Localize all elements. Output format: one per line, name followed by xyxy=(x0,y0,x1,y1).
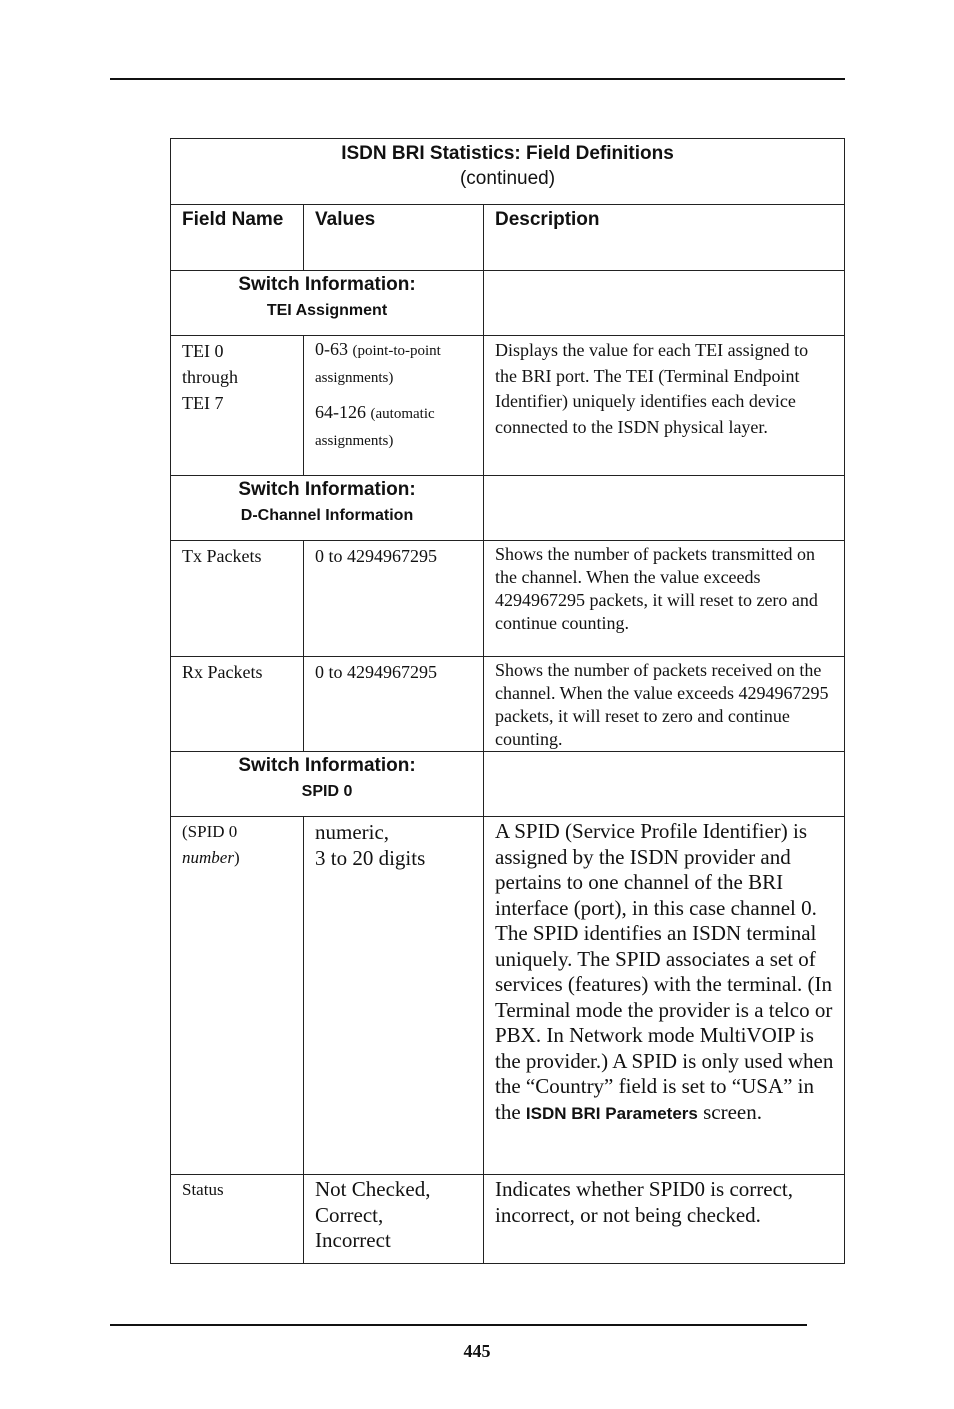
field-name-cell xyxy=(171,336,304,476)
section-header-row xyxy=(171,476,845,541)
field-name-line: TEI 7 xyxy=(182,393,224,413)
section-blank-cell xyxy=(484,271,845,336)
column-header-row xyxy=(171,205,845,271)
field-name-cell xyxy=(171,817,304,1175)
section-subheading: SPID 0 xyxy=(301,783,353,800)
section-heading-cell xyxy=(171,271,484,336)
values-cell xyxy=(304,817,484,1175)
field-name-suffix: ) xyxy=(233,848,240,867)
field-name-cell: Status xyxy=(171,1175,304,1264)
value-range: 0-63 xyxy=(315,339,348,359)
field-name-line: TEI 0 xyxy=(182,341,224,361)
section-heading-cell xyxy=(171,752,484,817)
value-note: (point-to-point assignments) xyxy=(315,343,441,386)
values-cell: 0 to 4294967295 xyxy=(304,541,484,657)
section-heading: Switch Information: xyxy=(238,479,416,500)
value-line: Not Checked, xyxy=(315,1177,431,1201)
description-end: screen. xyxy=(703,1099,763,1124)
section-heading-cell xyxy=(171,476,484,541)
section-heading: Switch Information: xyxy=(238,274,416,295)
section-header-row xyxy=(171,271,845,336)
description-text: A SPID (Service Profile Identifier) is assigned by the ISDN provider and pertains to one channel of the BRI interface (port), in this case channel 0. The SPID identifies an ISDN terminal uniquely. The SPID associates a set of services (features) with the terminal. (In Terminal mode the provider is a telco or PBX. In Network mode MultiVOIP is the provider.) A SPID is only used when the “Country” field is set to “USA” in the xyxy=(495,819,834,1124)
value-line: 3 to 20 digits xyxy=(315,846,426,870)
value-line: numeric, xyxy=(315,820,390,844)
header-description: Description xyxy=(484,205,845,271)
values-cell xyxy=(304,1175,484,1264)
table-title: ISDN BRI Statistics: Field Definitions xyxy=(341,143,674,164)
screen-reference: ISDN BRI Parameters xyxy=(525,1103,698,1123)
field-name-italic: number xyxy=(182,848,234,867)
section-blank-cell xyxy=(484,752,845,817)
field-definitions-table xyxy=(170,138,845,1264)
table-row xyxy=(171,1175,845,1264)
values-cell xyxy=(304,336,484,476)
section-subheading: TEI Assignment xyxy=(266,302,388,319)
value-range: 64-126 xyxy=(315,402,366,422)
table-title-cell xyxy=(171,139,845,205)
values-cell: 0 to 4294967295 xyxy=(304,657,484,752)
table-row xyxy=(171,336,845,476)
value-note: (automatic assignments) xyxy=(315,406,435,449)
header-values: Values xyxy=(304,205,484,271)
value-line: Incorrect xyxy=(315,1228,391,1252)
section-header-row xyxy=(171,752,845,817)
description-cell: Indicates whether SPID0 is correct, incorrect, or not being checked. xyxy=(484,1175,845,1264)
description-cell: Shows the number of packets transmitted on the channel. When the value exceeds 4294967295 packets, it will reset to zero and continue counting. xyxy=(484,541,845,657)
footer-rule xyxy=(110,1324,807,1326)
description-cell: Displays the value for each TEI assigned to the BRI port. The TEI (Terminal Endpoint Identifier) uniquely identifies each device connected to the ISDN physical layer. xyxy=(484,336,845,476)
section-subheading: D-Channel Information xyxy=(240,507,414,524)
field-name-cell: Rx Packets xyxy=(171,657,304,752)
table-title-row xyxy=(171,139,845,205)
field-name-line: through xyxy=(182,367,238,387)
table-row xyxy=(171,657,845,752)
description-cell xyxy=(484,817,845,1175)
table-row xyxy=(171,817,845,1175)
header-rule xyxy=(110,78,845,80)
table-row xyxy=(171,541,845,657)
field-name-prefix: (SPID 0 xyxy=(182,822,238,841)
page-number: 445 xyxy=(463,1341,491,1361)
field-name-cell: Tx Packets xyxy=(171,541,304,657)
value-line: Correct, xyxy=(315,1202,384,1227)
header-field-name: Field Name xyxy=(171,205,304,271)
section-blank-cell xyxy=(484,476,845,541)
description-cell: Shows the number of packets received on the channel. When the value exceeds 4294967295 packets, it will reset to zero and continue counting. xyxy=(484,657,845,752)
section-heading: Switch Information: xyxy=(238,755,416,776)
table-subtitle: (continued) xyxy=(459,168,556,189)
